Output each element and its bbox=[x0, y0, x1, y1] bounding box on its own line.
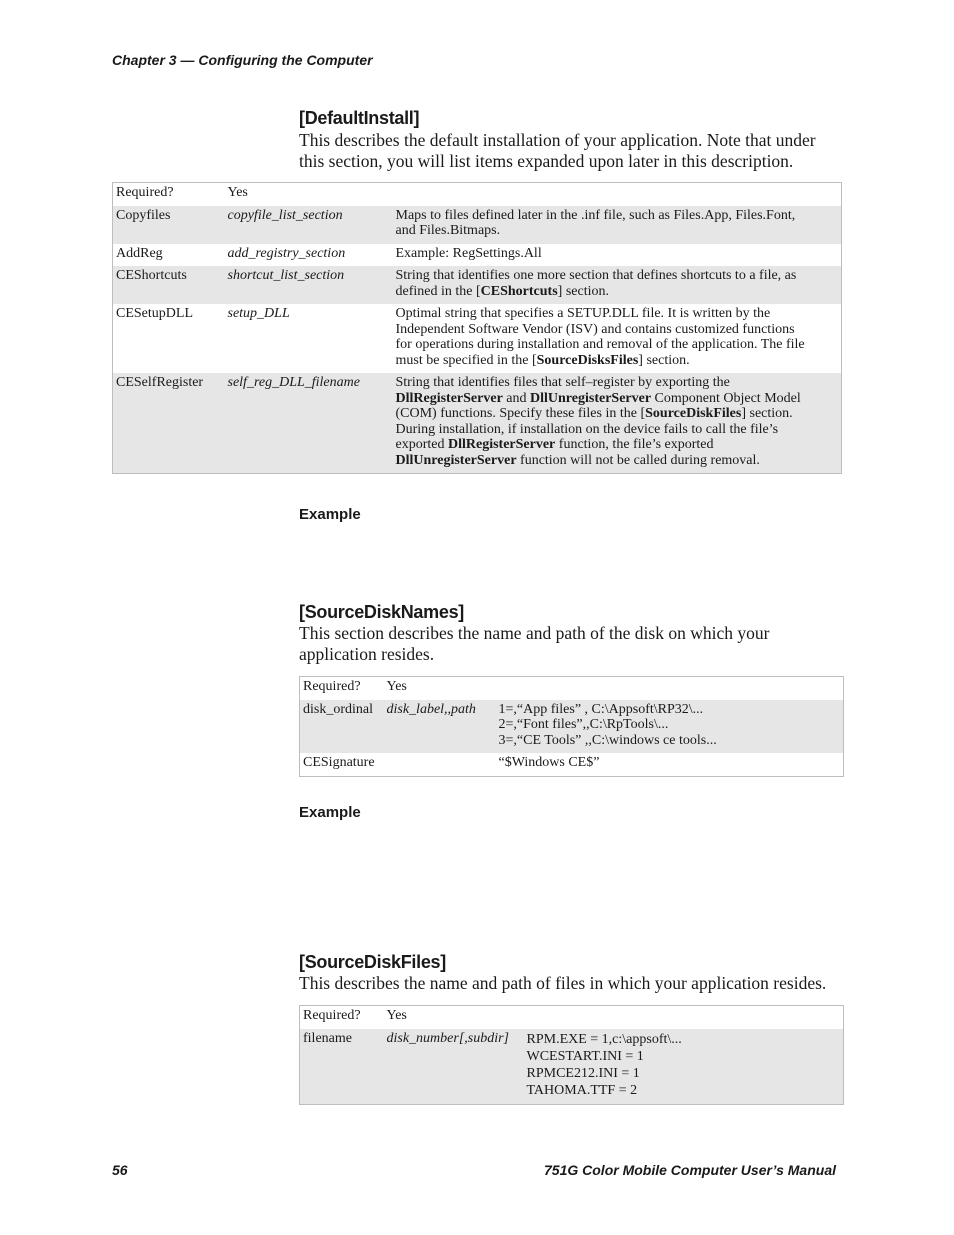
row-name: AddReg bbox=[116, 245, 163, 261]
example-label-sourcedisknames: Example bbox=[299, 804, 361, 821]
table-row bbox=[113, 304, 842, 373]
table-row bbox=[300, 677, 844, 700]
text-run: exported bbox=[395, 437, 448, 452]
desc-line bbox=[396, 353, 839, 369]
para-line: application resides. bbox=[299, 644, 435, 664]
desc-line bbox=[396, 406, 839, 422]
row-desc bbox=[393, 206, 842, 244]
row-name: CESignature bbox=[303, 755, 375, 770]
bold-term: CEShortcuts bbox=[480, 283, 558, 299]
bold-term: DllUnregisterServer bbox=[395, 452, 517, 468]
table-row bbox=[113, 206, 842, 244]
row-param: disk_label,,path bbox=[384, 700, 496, 754]
row-value bbox=[524, 1029, 844, 1105]
row-desc bbox=[393, 266, 842, 304]
table-row bbox=[300, 753, 844, 776]
desc-line: Independent Software Vendor (ISV) and contains customized functions bbox=[395, 321, 795, 337]
text-run: (COM) functions. Specify these files in the [ bbox=[395, 406, 646, 421]
row-name: Copyfiles bbox=[113, 206, 225, 244]
row-name: Required? bbox=[303, 679, 361, 694]
desc-line: String that identifies files that self–register by exporting the bbox=[395, 375, 730, 390]
bold-term: DllRegisterServer bbox=[447, 437, 556, 452]
defaultinstall-table bbox=[112, 182, 842, 474]
row-desc bbox=[393, 373, 842, 474]
text-run: and bbox=[502, 390, 531, 406]
row-value bbox=[524, 1006, 844, 1029]
desc-line: During installation, if installation on the device fails to call the file’s bbox=[395, 421, 779, 437]
text-run: defined in the [ bbox=[395, 283, 481, 299]
table-row bbox=[113, 266, 842, 304]
desc-line bbox=[396, 391, 839, 407]
row-param: shortcut_list_section bbox=[225, 266, 393, 304]
text-run: function, the file’s exported bbox=[555, 437, 714, 452]
para-line: this section, you will list items expanded upon later in this description. bbox=[299, 151, 794, 171]
row-param: add_registry_section bbox=[227, 245, 346, 261]
row-name: disk_ordinal bbox=[300, 700, 384, 754]
desc-line: String that identifies one more section that defines shortcuts to a file, as bbox=[395, 268, 797, 283]
table-row bbox=[300, 1029, 844, 1105]
desc-line bbox=[396, 437, 839, 453]
table-row bbox=[300, 700, 844, 754]
value-line: 2=,“Font files”,,C:\RpTools\... bbox=[498, 717, 669, 732]
row-name: CEShortcuts bbox=[113, 266, 225, 304]
desc-line: and Files.Bitmaps. bbox=[395, 223, 501, 238]
section-heading-defaultinstall: [DefaultInstall] bbox=[299, 108, 420, 128]
bold-term: SourceDiskFiles bbox=[645, 406, 742, 421]
table-row bbox=[113, 183, 842, 206]
para-line: This describes the default installation of your application. Note that under bbox=[299, 130, 816, 150]
sourcediskfiles-table bbox=[299, 1005, 844, 1105]
desc-line: Maps to files defined later in the .inf file, such as Files.App, Files.Font, bbox=[395, 207, 796, 223]
row-param: Yes bbox=[386, 1008, 407, 1023]
sourcedisknames-description bbox=[299, 623, 859, 665]
text-run: must be specified in the [ bbox=[395, 352, 537, 368]
row-value bbox=[496, 677, 844, 700]
para-line: This describes the name and path of files in which your application resides. bbox=[299, 973, 827, 993]
row-desc: Example: RegSettings.All bbox=[395, 245, 542, 261]
row-param: Yes bbox=[386, 679, 407, 694]
value-line: TAHOMA.TTF = 2 bbox=[526, 1082, 638, 1098]
row-desc bbox=[393, 304, 842, 373]
row-param bbox=[384, 753, 496, 776]
desc-line bbox=[396, 453, 839, 469]
desc-line bbox=[396, 284, 839, 300]
row-name: CESelfRegister bbox=[113, 373, 225, 474]
para-line: This section describes the name and path of the disk on which your bbox=[299, 623, 770, 643]
row-value: “$Windows CE$” bbox=[498, 755, 600, 770]
row-param: self_reg_DLL_filename bbox=[225, 373, 393, 474]
page-number: 56 bbox=[112, 1162, 128, 1178]
row-desc bbox=[393, 183, 842, 206]
desc-line: Optimal string that specifies a SETUP.DLL file. It is written by the bbox=[395, 306, 771, 321]
value-line: RPM.EXE = 1,c:\appsoft\... bbox=[526, 1031, 682, 1047]
row-name: filename bbox=[300, 1029, 384, 1105]
row-param: copyfile_list_section bbox=[225, 206, 393, 244]
text-run: function will not be called during removal. bbox=[516, 452, 760, 468]
table-row bbox=[300, 1006, 844, 1029]
bold-term: SourceDisksFiles bbox=[536, 352, 639, 368]
text-run: ] section. bbox=[638, 352, 690, 368]
section-heading-sourcediskfiles: [SourceDiskFiles] bbox=[299, 952, 446, 972]
desc-line: for operations during installation and removal of the application. The file bbox=[395, 337, 805, 352]
defaultinstall-description bbox=[299, 130, 859, 172]
row-name: Required? bbox=[303, 1008, 361, 1023]
row-param: setup_DLL bbox=[227, 306, 290, 321]
bold-term: DllUnregisterServer bbox=[530, 390, 652, 406]
value-line: 1=,“App files” , C:\Appsoft\RP32\... bbox=[498, 701, 704, 717]
text-run: ] section. bbox=[557, 283, 609, 299]
sourcedisknames-table bbox=[299, 676, 844, 777]
value-line: 3=,“CE Tools” ,,C:\windows ce tools... bbox=[498, 732, 717, 748]
row-value bbox=[496, 700, 844, 754]
row-param: Yes bbox=[227, 185, 248, 200]
section-heading-sourcedisknames: [SourceDiskNames] bbox=[299, 602, 464, 622]
manual-title: 751G Color Mobile Computer User’s Manual bbox=[544, 1162, 836, 1178]
bold-term: DllRegisterServer bbox=[395, 390, 503, 406]
row-param: disk_number[,subdir] bbox=[384, 1029, 524, 1105]
table-row bbox=[113, 244, 842, 267]
sourcediskfiles-description bbox=[299, 973, 859, 994]
row-name: CESetupDLL bbox=[116, 306, 193, 321]
row-name: Required? bbox=[116, 185, 174, 200]
value-line: WCESTART.INI = 1 bbox=[526, 1048, 644, 1064]
table-row bbox=[113, 373, 842, 474]
example-label-defaultinstall: Example bbox=[299, 506, 361, 523]
text-run: ] section. bbox=[741, 406, 793, 421]
text-run: Component Object Model bbox=[651, 390, 801, 406]
running-header: Chapter 3 — Configuring the Computer bbox=[112, 52, 373, 68]
value-line: RPMCE212.INI = 1 bbox=[526, 1065, 640, 1081]
